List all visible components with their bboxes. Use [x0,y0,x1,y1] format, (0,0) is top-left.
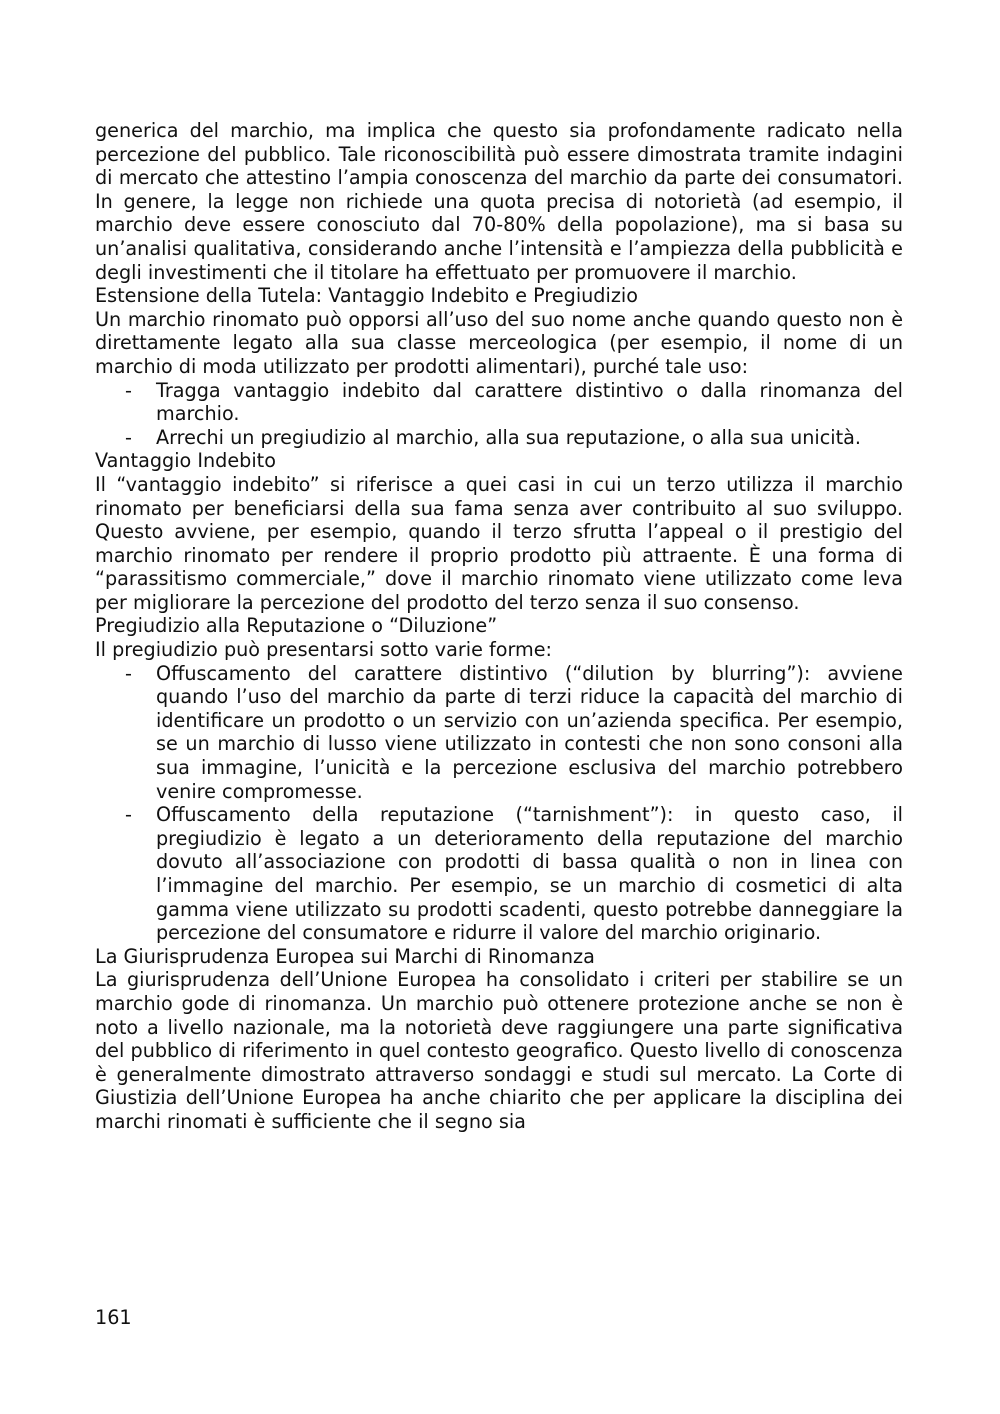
section-heading-vantaggio: Vantaggio Indebito [95,449,276,473]
list-item: - Offuscamento del carattere distintivo (“dilution by blurring”): avviene quando l’uso del marchio da parte di terzi riduce la capacità del marchio di identificare un prodotto o un servizio con un’azienda specifica. Per esempio, se un marchio di lusso viene utilizzato in contesti che non sono consoni alla sua immagine, l’unicità e la percezione esclusiva del marchio potrebbero venire compromesse. [95,662,903,804]
page-number: 161 [95,1306,132,1329]
section-body-vantaggio: Il “vantaggio indebito” si riferisce a quei casi in cui un terzo utilizza il marchio rinomato per beneficiarsi della sua fama senza aver contribuito al suo sviluppo. Questo avviene, per esempio, quando il terzo sfrutta l’appeal o il prestigio del marchio rinomato per rendere il proprio prodotto più attraente. È una forma di “parassitismo commerciale,” dove il marchio rinomato viene utilizzato come leva per migliorare la percezione del prodotto del terzo senza il suo consenso. [95,472,903,614]
section-heading-pregiudizio: Pregiudizio alla Reputazione o “Diluzione” [95,614,498,638]
section-body-pregiudizio: Il pregiudizio può presentarsi sotto varie forme: [95,638,553,662]
bullet-list-estensione [95,379,903,450]
page-body [95,119,903,1134]
section-body-estensione: Un marchio rinomato può opporsi all’uso del suo nome anche quando questo non è direttamente legato alla sua classe merceologica (per esempio, il nome di un marchio di moda utilizzato per prodotti alimentari), purché tale uso: [95,307,903,378]
intro-paragraph: generica del marchio, ma implica che questo sia profondamente radicato nella percezione del pubblico. Tale riconoscibilità può essere dimostrata tramite indagini di mercato che attestino l’ampia conoscenza del marchio da parte dei consumatori. In genere, la legge non richiede una quota precisa di notorietà (ad esempio, il marchio deve essere conosciuto dal 70-80% della popolazione), ma si basa su un’analisi qualitativa, considerando anche l’intensità e l’ampiezza della pubblicità e degli investimenti che il titolare ha effettuato per promuovere il marchio. [95,119,903,284]
bullet-list-pregiudizio [95,662,903,945]
section-heading-estensione: Estensione della Tutela: Vantaggio Indebito e Pregiudizio [95,284,638,308]
section-body-giurisprudenza: La giurisprudenza dell’Unione Europea ha consolidato i criteri per stabilire se un marchio gode di rinomanza. Un marchio può ottenere protezione anche se non è noto a livello nazionale, ma la notorietà deve raggiungere una parte significativa del pubblico di riferimento in quel contesto geografico. Questo livello di conoscenza è generalmente dimostrato attraverso sondaggi e studi sul mercato. La Corte di Giustizia dell’Unione Europea ha anche chiarito che per applicare la disciplina dei marchi rinomati è sufficiente che il segno sia [95,968,903,1133]
list-item: - Tragga vantaggio indebito dal carattere distintivo o dalla rinomanza del marchio. [95,379,903,426]
section-heading-giurisprudenza: La Giurisprudenza Europea sui Marchi di Rinomanza [95,944,595,968]
list-item: - Offuscamento della reputazione (“tarnishment”): in questo caso, il pregiudizio è legato a un deterioramento della reputazione del marchio dovuto all’associazione con prodotti di bassa qualità o non in linea con l’immagine del marchio. Per esempio, se un marchio di cosmetici di alta gamma viene utilizzato su prodotti scadenti, questo potrebbe danneggiare la percezione del consumatore e ridurre il valore del marchio originario. [95,803,903,945]
list-item: - Arrechi un pregiudizio al marchio, alla sua reputazione, o alla sua unicità. [95,426,903,450]
